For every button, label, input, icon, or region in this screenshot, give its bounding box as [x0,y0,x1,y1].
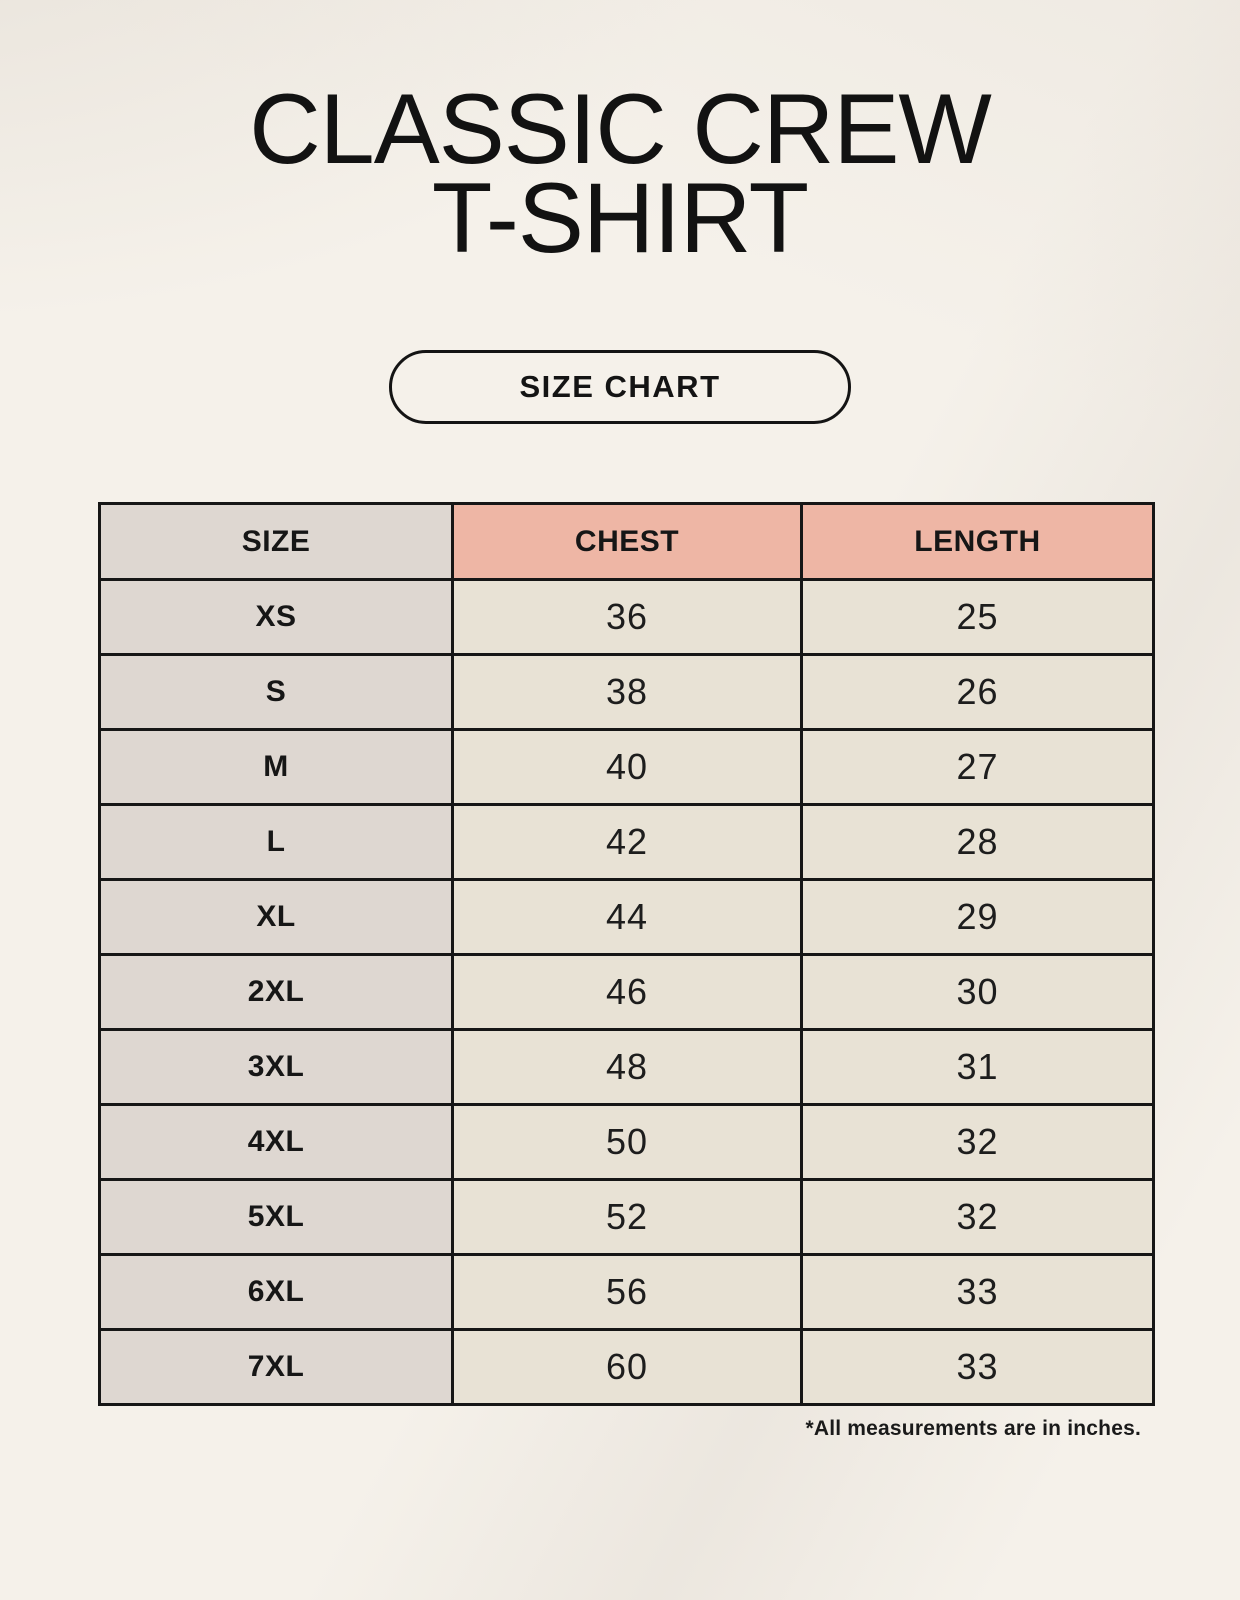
length-cell: 29 [801,880,1153,955]
chest-cell: 36 [453,580,802,655]
table-row [100,1030,1154,1105]
chest-cell: 52 [453,1180,802,1255]
size-cell: 7XL [100,1330,453,1405]
chest-cell: 38 [453,655,802,730]
table-header-row [100,504,1154,580]
table-row [100,955,1154,1030]
length-cell: 33 [801,1330,1153,1405]
table-row [100,580,1154,655]
size-cell: 6XL [100,1255,453,1330]
length-cell: 25 [801,580,1153,655]
size-cell: L [100,805,453,880]
size-table [98,502,1155,1406]
size-cell: S [100,655,453,730]
chest-cell: 50 [453,1105,802,1180]
table-row [100,1180,1154,1255]
length-cell: 32 [801,1180,1153,1255]
length-cell: 32 [801,1105,1153,1180]
table-row [100,1330,1154,1405]
size-cell: M [100,730,453,805]
size-table-container [98,502,1155,1406]
measurements-footnote: *All measurements are in inches. [805,1417,1141,1441]
title-line-1: CLASSIC CREW [249,73,991,184]
chest-cell: 42 [453,805,802,880]
title-line-2: T-SHIRT [431,162,809,274]
size-cell: 2XL [100,955,453,1030]
chest-cell: 40 [453,730,802,805]
size-cell: XL [100,880,453,955]
column-header-chest: CHEST [453,504,802,580]
size-cell: 3XL [100,1030,453,1105]
chest-cell: 60 [453,1330,802,1405]
length-cell: 28 [801,805,1153,880]
chest-cell: 56 [453,1255,802,1330]
table-row [100,730,1154,805]
length-cell: 31 [801,1030,1153,1105]
table-row [100,1255,1154,1330]
table-row [100,1105,1154,1180]
size-cell: 4XL [100,1105,453,1180]
column-header-size: SIZE [100,504,453,580]
size-cell: XS [100,580,453,655]
chest-cell: 44 [453,880,802,955]
size-chart-badge-label: SIZE CHART [519,369,721,405]
chest-cell: 46 [453,955,802,1030]
table-row [100,805,1154,880]
column-header-length: LENGTH [801,504,1153,580]
size-cell: 5XL [100,1180,453,1255]
length-cell: 33 [801,1255,1153,1330]
page-title [0,0,1240,274]
table-row [100,880,1154,955]
length-cell: 30 [801,955,1153,1030]
length-cell: 26 [801,655,1153,730]
size-chart-badge [389,350,851,424]
table-row [100,655,1154,730]
length-cell: 27 [801,730,1153,805]
chest-cell: 48 [453,1030,802,1105]
